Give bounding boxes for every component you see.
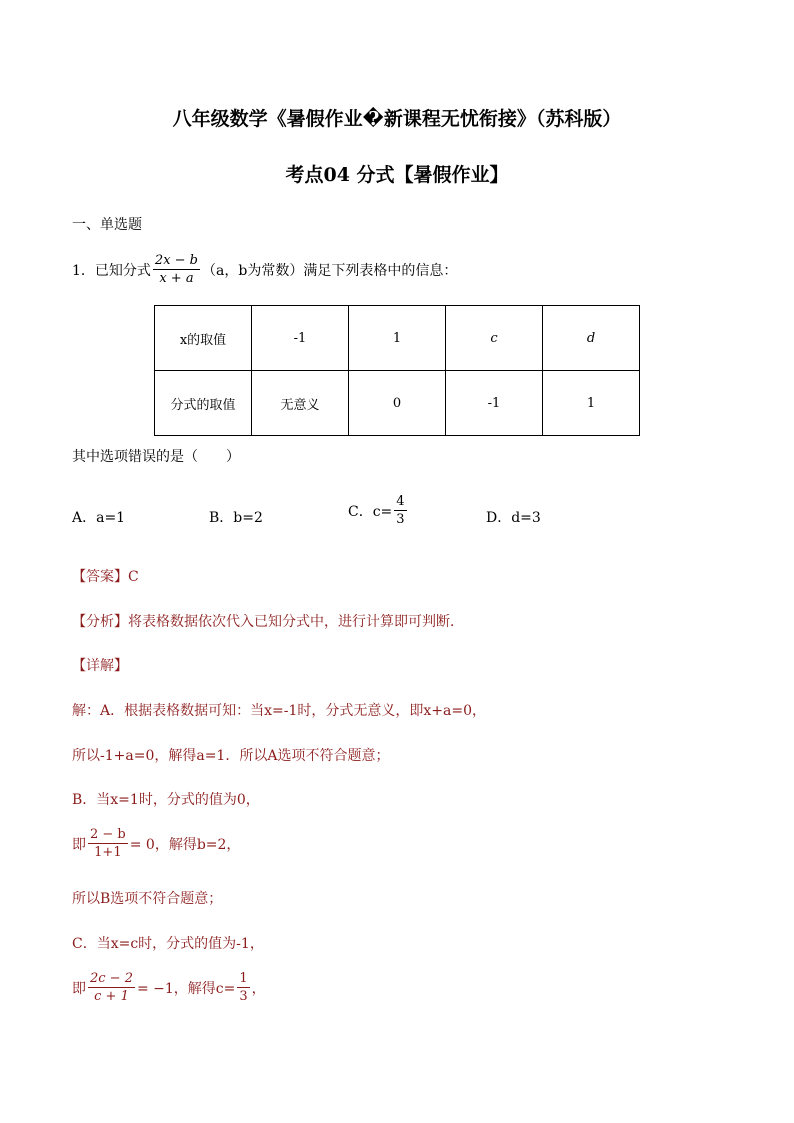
choice-b: B．b=2 — [209, 510, 263, 526]
table-cell: c — [446, 306, 543, 371]
choice-a: A．a=1 — [72, 510, 126, 526]
solution-equation-b — [72, 826, 240, 861]
fraction-numerator: 4 — [396, 494, 405, 509]
result-fraction — [237, 970, 249, 1005]
table-cell: -1 — [252, 306, 349, 371]
question-text: （a，b为常数）满足下列表格中的信息： — [202, 262, 458, 279]
fraction-numerator: 2x − b — [154, 253, 199, 268]
question-stem — [72, 252, 457, 287]
fraction-denominator: 1+1 — [94, 845, 122, 860]
solution-line: 所以-1+a=0，解得a=1．所以A选项不符合题意； — [72, 748, 390, 764]
equation-suffix: = 0，解得b=2， — [129, 836, 241, 853]
solution-line: B．当x=1时，分式的值为0， — [72, 792, 260, 808]
fraction-numerator: 1 — [239, 971, 248, 986]
detail-heading: 【详解】 — [72, 658, 128, 674]
fraction-denominator: 3 — [239, 989, 248, 1004]
question-fraction — [153, 252, 200, 287]
table-row — [155, 306, 640, 371]
equation-prefix: 即 — [72, 836, 86, 853]
document-subtitle: 考点04 分式【暑假作业】 — [285, 164, 509, 186]
solution-line: C．当x=c时，分式的值为-1， — [72, 936, 264, 952]
table-cell: 1 — [543, 371, 640, 436]
table-cell: d — [543, 306, 640, 371]
question-prompt: 其中选项错误的是（ ） — [72, 449, 240, 465]
table-cell: 分式的取值 — [155, 371, 252, 436]
table-cell: 1 — [349, 306, 446, 371]
fraction-denominator: 3 — [396, 512, 405, 527]
table-cell: -1 — [446, 371, 543, 436]
equation-fraction — [88, 826, 128, 861]
table-cell: x的取值 — [155, 306, 252, 371]
equation-prefix: 即 — [72, 980, 86, 997]
answer-line: 【答案】C — [72, 569, 139, 585]
table-cell: 无意义 — [252, 371, 349, 436]
solution-line: 所以B选项不符合题意； — [72, 891, 223, 907]
solution-line: 解：A．根据表格数据可知：当x=-1时，分式无意义，即x+a=0， — [72, 703, 486, 719]
section-heading: 一、单选题 — [72, 217, 142, 233]
question-number: 1．已知分式 — [72, 262, 151, 279]
fraction-numerator: 2 − b — [90, 827, 126, 842]
choice-d: D．d=3 — [486, 510, 541, 526]
fraction-denominator: x + a — [159, 271, 194, 286]
fraction-numerator: 2c − 2 — [90, 971, 133, 986]
choice-c — [348, 493, 409, 528]
equation-fraction — [88, 970, 135, 1005]
solution-equation-c — [72, 970, 266, 1005]
document-title: 八年级数学《暑假作业�新课程无忧衔接》（苏科版） — [172, 108, 622, 130]
fraction-denominator: c + 1 — [94, 989, 129, 1004]
choice-c-label: C．c= — [348, 503, 393, 520]
values-table — [154, 305, 640, 436]
table-cell: 0 — [349, 371, 446, 436]
choice-c-fraction — [394, 493, 406, 528]
analysis-line: 【分析】将表格数据依次代入已知分式中，进行计算即可判断． — [72, 614, 464, 630]
equation-middle: = −1，解得c= — [136, 980, 236, 997]
table-row — [155, 371, 640, 436]
equation-suffix: ， — [251, 980, 266, 997]
